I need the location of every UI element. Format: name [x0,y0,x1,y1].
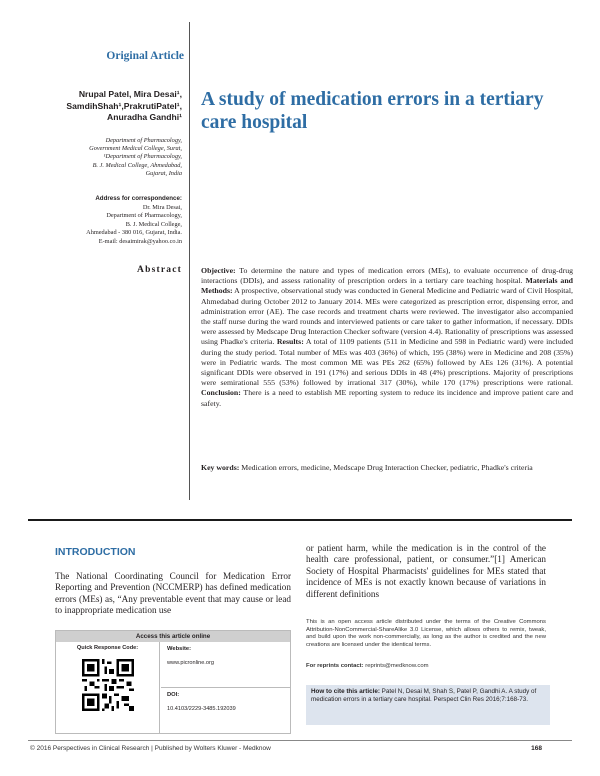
reprints-label: For reprints contact: [306,663,364,669]
keywords [201,463,573,473]
introduction-heading: INTRODUCTION [55,546,136,558]
methods-text: A prospective, observational study was conducted in General Medicine and Pediatric ward of Civil Hospital, Ahmedabad during October 2012 to January 2014. MEs were categorized as prescription error, dispensing error, and administration error (AE). The case records and treatment charts were reviewed. The investigator also accompanied the staff nurse during the ward rounds and interviewed patients or care taker to gather information, if necessary. DDIs were assessed by Medscape Drug Interaction Checker software (version 4.4). Rationality of prescriptions was assessed using Phadke's criteria. [201,286,573,347]
correspondence-line: Dr. Mira Desai, [142,203,182,211]
author-line: Anuradha Gandhi¹ [107,112,182,122]
introduction-text-left: The National Coordinating Council for Medication Error Reporting and Prevention (NCCMERP) has defined medication errors (MEs) as, “Any preventable event that may cause or lead to inappropriate medication use [55,571,291,616]
section-divider [28,519,572,521]
keywords-label: Key words: [201,463,240,472]
methods-label: Materials and Methods: [201,276,573,296]
footer-divider [28,740,572,741]
results-label: Results: [274,337,304,347]
website-label: Website: [167,646,192,652]
footer-copyright: © 2016 Perspectives in Clinical Research | Published by Wolters Kluwer - Medknow [30,745,271,752]
article-info-column [161,642,291,734]
affiliation-line: ¹Department of Pharmacology, [103,153,182,161]
qr-code-icon[interactable] [82,659,134,711]
results-text: A total of 1109 patients (511 in Medicine and 598 in Pediatric ward) were included during the study period. Total number of MEs was 403 (36%) of which, 195 (38%) were in Medicine and 208 (35%) were in Pediatric wards. The most common ME was PEs 262 (65%) followed by AEs 126 (31%). A potential significant DDIs were observed in 191 (17%) and serious DDIs in 48 (4%) prescriptions. Majority of prescriptions were semirational 555 (53%) followed by irrational 317 (30%), while 170 (17%) prescriptions were rational. [201,337,573,388]
introduction-text-right: or patient harm, while the medication is in the control of the health care professional, patient, or consumer.”[1] American Society of Hospital Pharmacists' guidelines for MEs stated that incidence of MEs is not exactly known because of variations in different definitions [306,543,546,599]
website-link[interactable]: www.picronline.org [167,660,214,666]
conclusion-text: There is a need to establish ME reporting system to reduce its incidence and improve patient care and safety. [201,388,573,408]
section-label: Original Article [106,50,184,62]
citation-box [306,685,550,725]
author-list [20,89,182,124]
citation-label: How to cite this article: [311,688,380,695]
conclusion-label: Conclusion: [201,388,241,398]
access-box-heading: Access this article online [56,631,290,642]
affiliation-line: Department of Pharmacology, [105,137,182,144]
correspondence-heading: Address for correspondence: [95,195,182,202]
doi-row [161,688,291,734]
affiliation-line: Government Medical College, Surat, [89,145,182,153]
website-row [161,642,291,688]
objective-text: To determine the nature and types of medication errors (MEs), to evaluate occurrence of drug-drug interactions (DDIs), and assess rationality of prescription orders in a tertiary care teaching hospital. [201,266,573,286]
column-divider [189,22,190,500]
correspondence-line: B. J. Medical College, [125,220,182,228]
article-title: A study of medication errors in a tertiary care hospital [201,89,544,133]
correspondence-address [20,195,182,247]
license-text: This is an open access article distributed under the terms of the Creative Commons Attribution-NonCommercial-ShareAlike 3.0 License, which allows others to remix, tweak, and build upon the work non-commercially, as long as the author is credited and the new creations are licensed under the identical terms. [306,619,546,648]
doi-value[interactable]: 10.4103/2229-3485.192039 [167,706,236,712]
correspondence-email[interactable]: E-mail: desaimirak@yahoo.co.in [98,237,182,245]
correspondence-line: Department of Pharmacology, [106,212,182,220]
abstract-label: Abstract [137,265,182,275]
author-line: Nrupal Patel, Mira Desai¹, [78,89,182,99]
affiliation-line: B. J. Medical College, Ahmedabad, [92,161,182,169]
qr-label: Quick Response Code: [76,645,139,651]
doi-label: DOI: [167,692,180,698]
affiliation-line: Gujarat, India [145,169,182,177]
author-line: SamdihShah¹,PrakrutiPatel¹, [66,100,182,111]
keywords-text: Medication errors, medicine, Medscape Drug Interaction Checker, pediatric, Phadke's criteria [239,463,533,472]
access-online-box [55,630,291,734]
page-number: 168 [531,745,542,752]
qr-column [56,642,160,734]
abstract-body [201,266,573,409]
correspondence-line: Ahmedabad - 380 016, Gujarat, India. [86,229,182,237]
citation-text: Patel N, Desai M, Shah S, Patel P, Gandhi A. A study of medication errors in a tertiary care hospital. Perspect Clin Res 2016;7:168-73. [311,688,537,704]
reprints-contact [306,663,546,669]
affiliations [20,137,182,178]
reprints-email[interactable]: reprints@medknow.com [363,663,429,669]
objective-label: Objective: [201,266,236,275]
